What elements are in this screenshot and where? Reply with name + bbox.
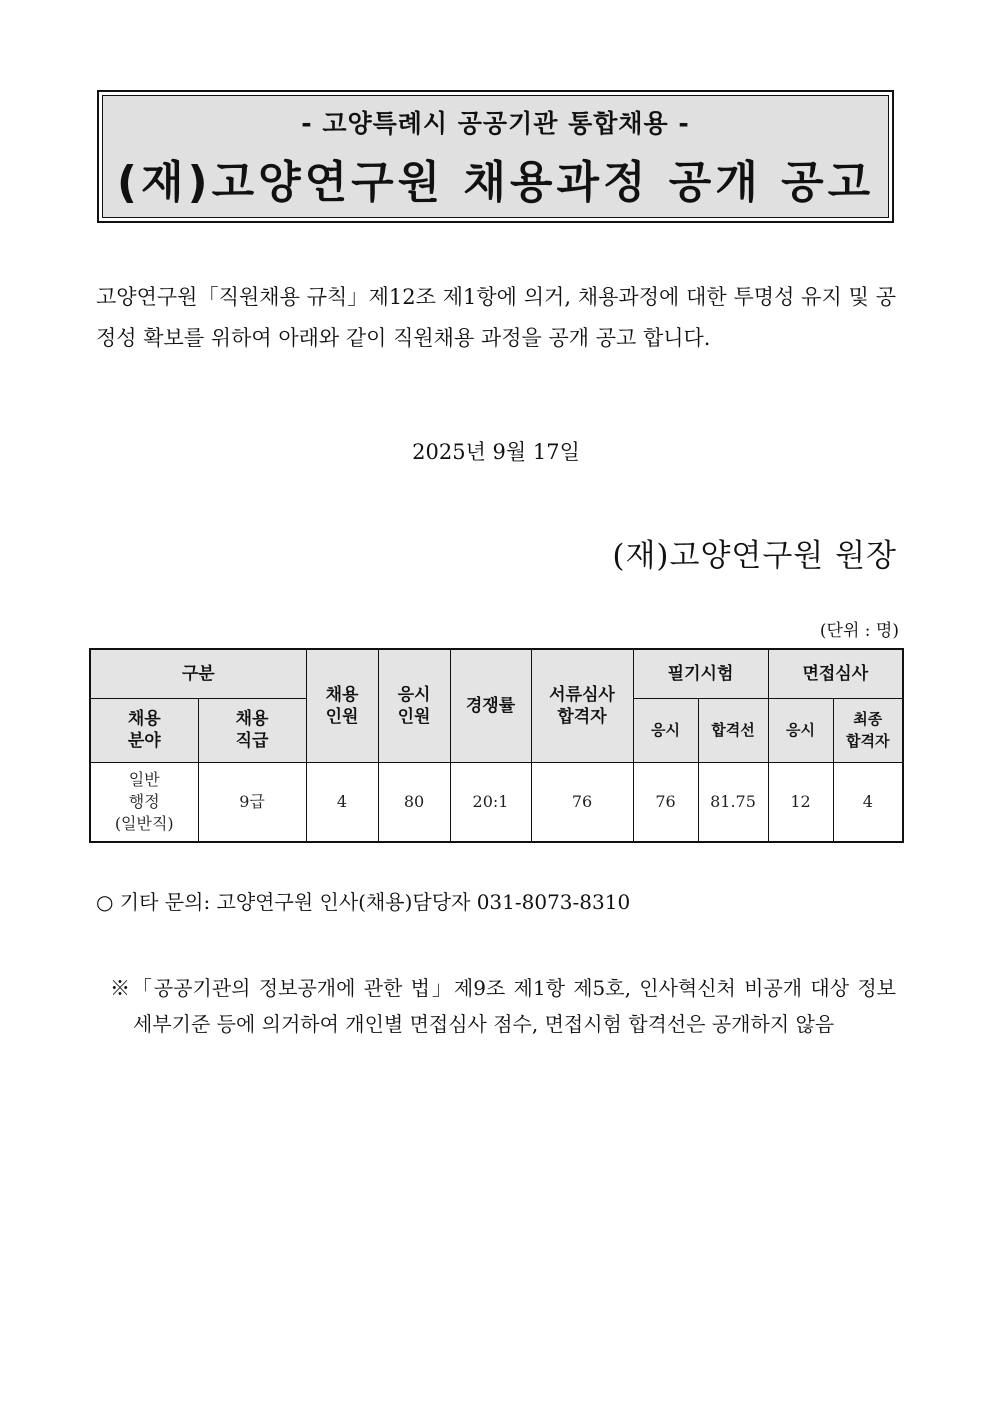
header-grade-line2: 직급 bbox=[235, 731, 269, 751]
cell-ratio: 20:1 bbox=[450, 762, 531, 842]
table-row bbox=[90, 762, 903, 842]
disclosure-note: ※「공공기관의 정보공개에 관한 법」제9조 제1항 제5호, 인사혁신처 비공개 대상 정보 세부기준 등에 의거하여 개인별 면접심사 점수, 면접시험 합격선은 공개하지 않음 bbox=[110, 976, 896, 1036]
header-hires-line1: 채용 bbox=[325, 684, 359, 705]
cell-written-cut: 81.75 bbox=[698, 762, 768, 842]
title-inner bbox=[102, 95, 889, 218]
header-field-line1: 채용 bbox=[127, 709, 161, 729]
cell-applicants: 80 bbox=[378, 762, 450, 842]
title-subtitle: - 고양특례시 공공기관 통합채용 - bbox=[301, 108, 690, 138]
recruitment-results-table bbox=[89, 648, 904, 843]
header-applicants-line2: 인원 bbox=[397, 706, 431, 727]
header-field bbox=[90, 698, 198, 762]
header-category: 구분 bbox=[90, 649, 306, 698]
header-doc-pass-line2: 합격자 bbox=[557, 706, 607, 727]
cell-grade: 9급 bbox=[198, 762, 306, 842]
cell-field-line3: (일반직) bbox=[114, 813, 174, 833]
header-interview: 면접심사 bbox=[768, 649, 903, 698]
header-grade bbox=[198, 698, 306, 762]
intro-paragraph: 고양연구원「직원채용 규칙」제12조 제1항에 의거, 채용과정에 대한 투명성 유지 및 공정성 확보를 위하여 아래와 같이 직원채용 과정을 공개 공고 합니다. bbox=[96, 285, 896, 350]
contact-info: ○ 기타 문의: 고양연구원 인사(채용)담당자 031-8073-8310 bbox=[96, 890, 631, 914]
cell-interview-take: 12 bbox=[768, 762, 833, 842]
unit-label: (단위 : 명) bbox=[819, 621, 899, 641]
header-doc-pass bbox=[531, 649, 633, 762]
header-final-line2: 합격자 bbox=[846, 732, 890, 750]
header-ratio: 경쟁률 bbox=[450, 649, 531, 762]
announcement-date: 2025년 9월 17일 bbox=[412, 440, 580, 464]
header-hires bbox=[306, 649, 378, 762]
cell-field-line2: 행정 bbox=[128, 791, 160, 811]
signer: (재)고양연구원 원장 bbox=[612, 538, 897, 574]
page-title: (재)고양연구원 채용과정 공개 공고 bbox=[116, 156, 875, 208]
header-hires-line2: 인원 bbox=[325, 706, 359, 727]
header-field-line2: 분야 bbox=[127, 731, 161, 751]
header-grade-line1: 채용 bbox=[235, 709, 269, 729]
cell-hires: 4 bbox=[306, 762, 378, 842]
header-applicants bbox=[378, 649, 450, 762]
header-final bbox=[833, 698, 903, 762]
cell-final: 4 bbox=[833, 762, 903, 842]
header-doc-pass-line1: 서류심사 bbox=[549, 684, 615, 705]
cell-doc-pass: 76 bbox=[531, 762, 633, 842]
header-interview-take: 응시 bbox=[768, 698, 833, 762]
header-applicants-line1: 응시 bbox=[397, 684, 431, 705]
cell-field bbox=[90, 762, 198, 842]
header-written-cut: 합격선 bbox=[698, 698, 768, 762]
cell-written-take: 76 bbox=[633, 762, 698, 842]
header-written-take: 응시 bbox=[633, 698, 698, 762]
title-box bbox=[97, 90, 894, 223]
header-final-line1: 최종 bbox=[853, 710, 883, 728]
header-written: 필기시험 bbox=[633, 649, 768, 698]
cell-field-line1: 일반 bbox=[128, 769, 160, 789]
